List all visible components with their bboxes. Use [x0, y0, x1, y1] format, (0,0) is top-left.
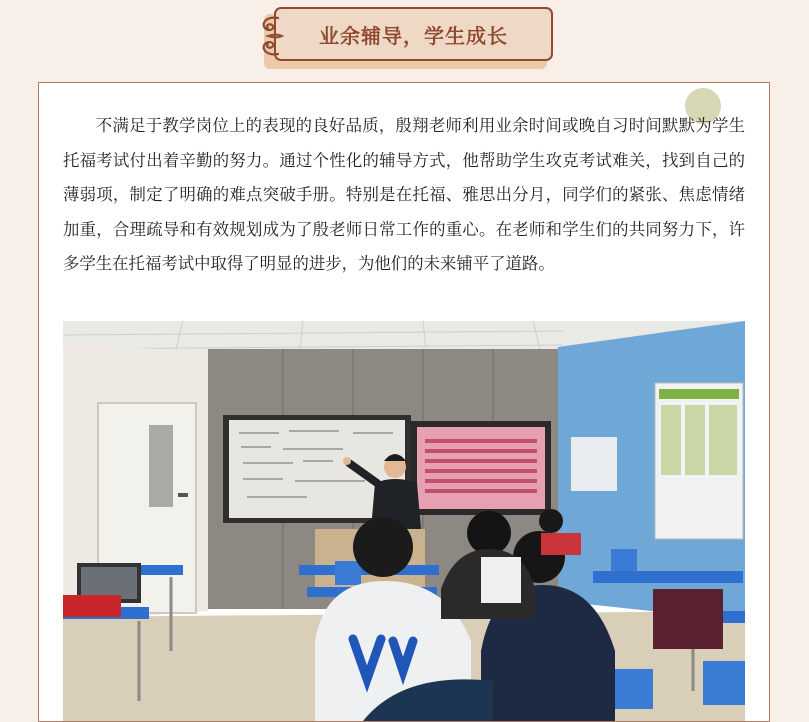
- article-paragraph: 不满足于教学岗位上的表现的良好品质，殷翔老师利用业余时间或晚自习时间默默为学生托福考试付出着辛勤的努力。通过个性化的辅导方式，他帮助学生攻克考试难关，找到自己的薄弱项，制定了明确的难点突破手册。特别是在托福、雅思出分月，同学们的紧张、焦虑情绪加重，合理疏导和有效规划成为了殷老师日常工作的重心。在老师和学生们的共同努力下，许多学生在托福考试中取得了明显的进步，为他们的未来铺平了道路。: [63, 116, 745, 274]
- section-title: 业余辅导，学生成长: [319, 23, 508, 48]
- banner-box: [274, 7, 553, 61]
- section-heading: [256, 6, 566, 72]
- scroll-curl-icon: [256, 14, 290, 58]
- classroom-photo: [63, 321, 745, 721]
